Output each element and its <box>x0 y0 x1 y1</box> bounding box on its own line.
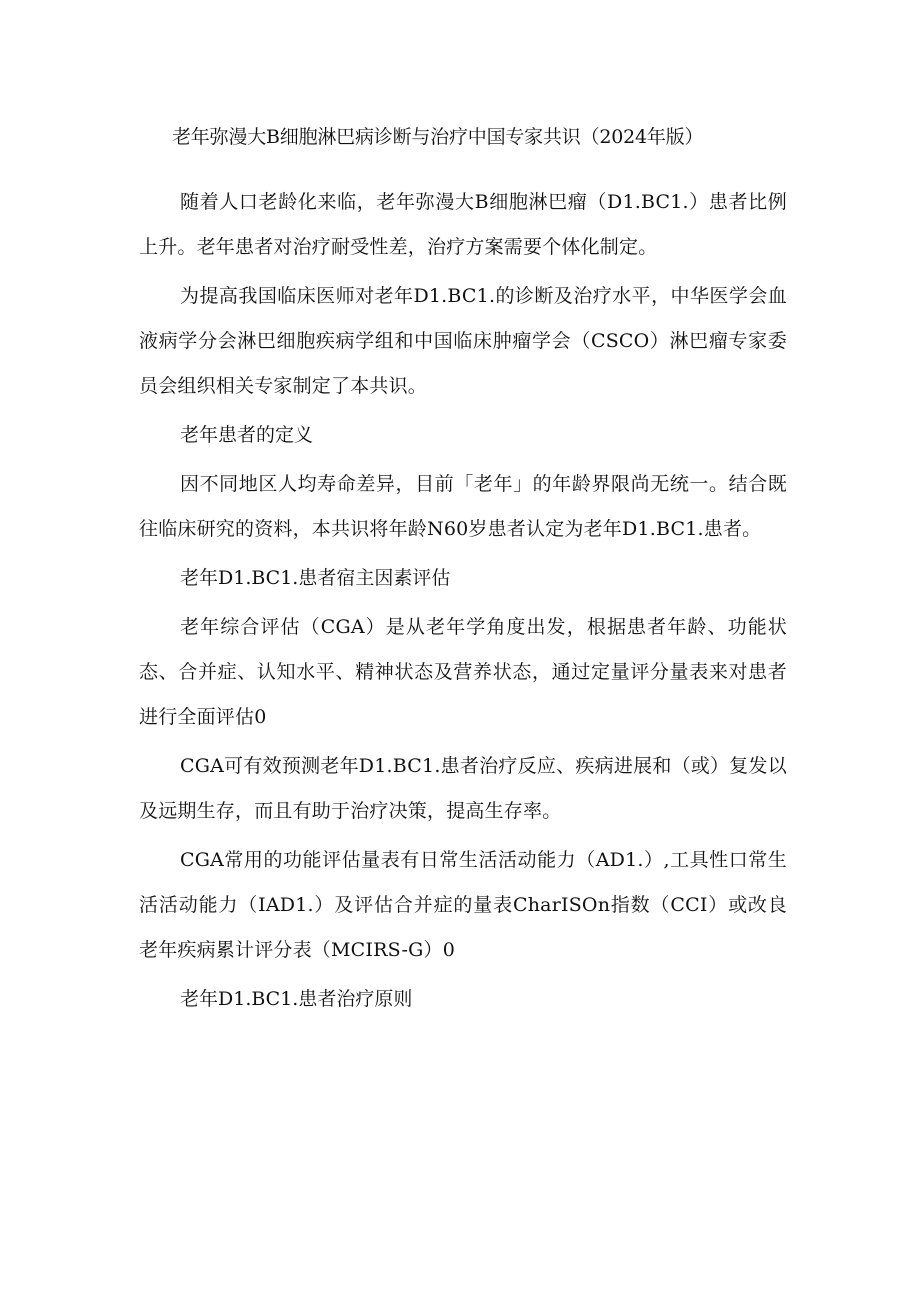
paragraph-intro-aging: 随着人口老龄化来临，老年弥漫大B细胞淋巴瘤（D1.BC1.）患者比例上升。老年患者对治疗耐受性差，治疗方案需要个体化制定。 <box>139 191 787 258</box>
document-body <box>139 180 787 1022</box>
section-heading-host-factor-assessment: 老年D1.BC1.患者宿主因素评估 <box>180 567 451 589</box>
document-title: 老年弥漫大B细胞淋巴病诊断与治疗中国专家共识（2024年版） <box>172 126 704 148</box>
paragraph-cga-scales: CGA常用的功能评估量表有日常生活活动能力（AD1.）,工具性口常生活活动能力（IAD1.）及评估合并症的量表CharISOn指数（CCI）或改良老年疾病累计评分表（MCIRS-G）0 <box>139 849 787 961</box>
paragraph-consensus-purpose: 为提高我国临床医师对老年D1.BC1.的诊断及治疗水平，中华医学会血液病学分会淋巴细胞疾病学组和中国临床肿瘤学会（CSCO）淋巴瘤专家委员会组织相关专家制定了本共识。 <box>139 285 787 397</box>
paragraph-cga-prediction: CGA可有效预测老年D1.BC1.患者治疗反应、疾病进展和（或）复发以及远期生存，而且有助于治疗决策，提高生存率。 <box>139 755 787 822</box>
paragraph-cga-definition: 老年综合评估（CGA）是从老年学角度出发，根据患者年龄、功能状态、合并症、认知水平、精神状态及营养状态，通过定量评分量表来对患者进行全面评估0 <box>139 616 787 728</box>
section-heading-elderly-definition: 老年患者的定义 <box>180 424 314 446</box>
section-heading-treatment-principles: 老年D1.BC1.患者治疗原则 <box>180 988 413 1010</box>
paragraph-age-threshold: 因不同地区人均寿命差异，目前「老年」的年龄界限尚无统一。结合既往临床研究的资料，本共识将年龄N60岁患者认定为老年D1.BC1.患者。 <box>139 473 787 540</box>
